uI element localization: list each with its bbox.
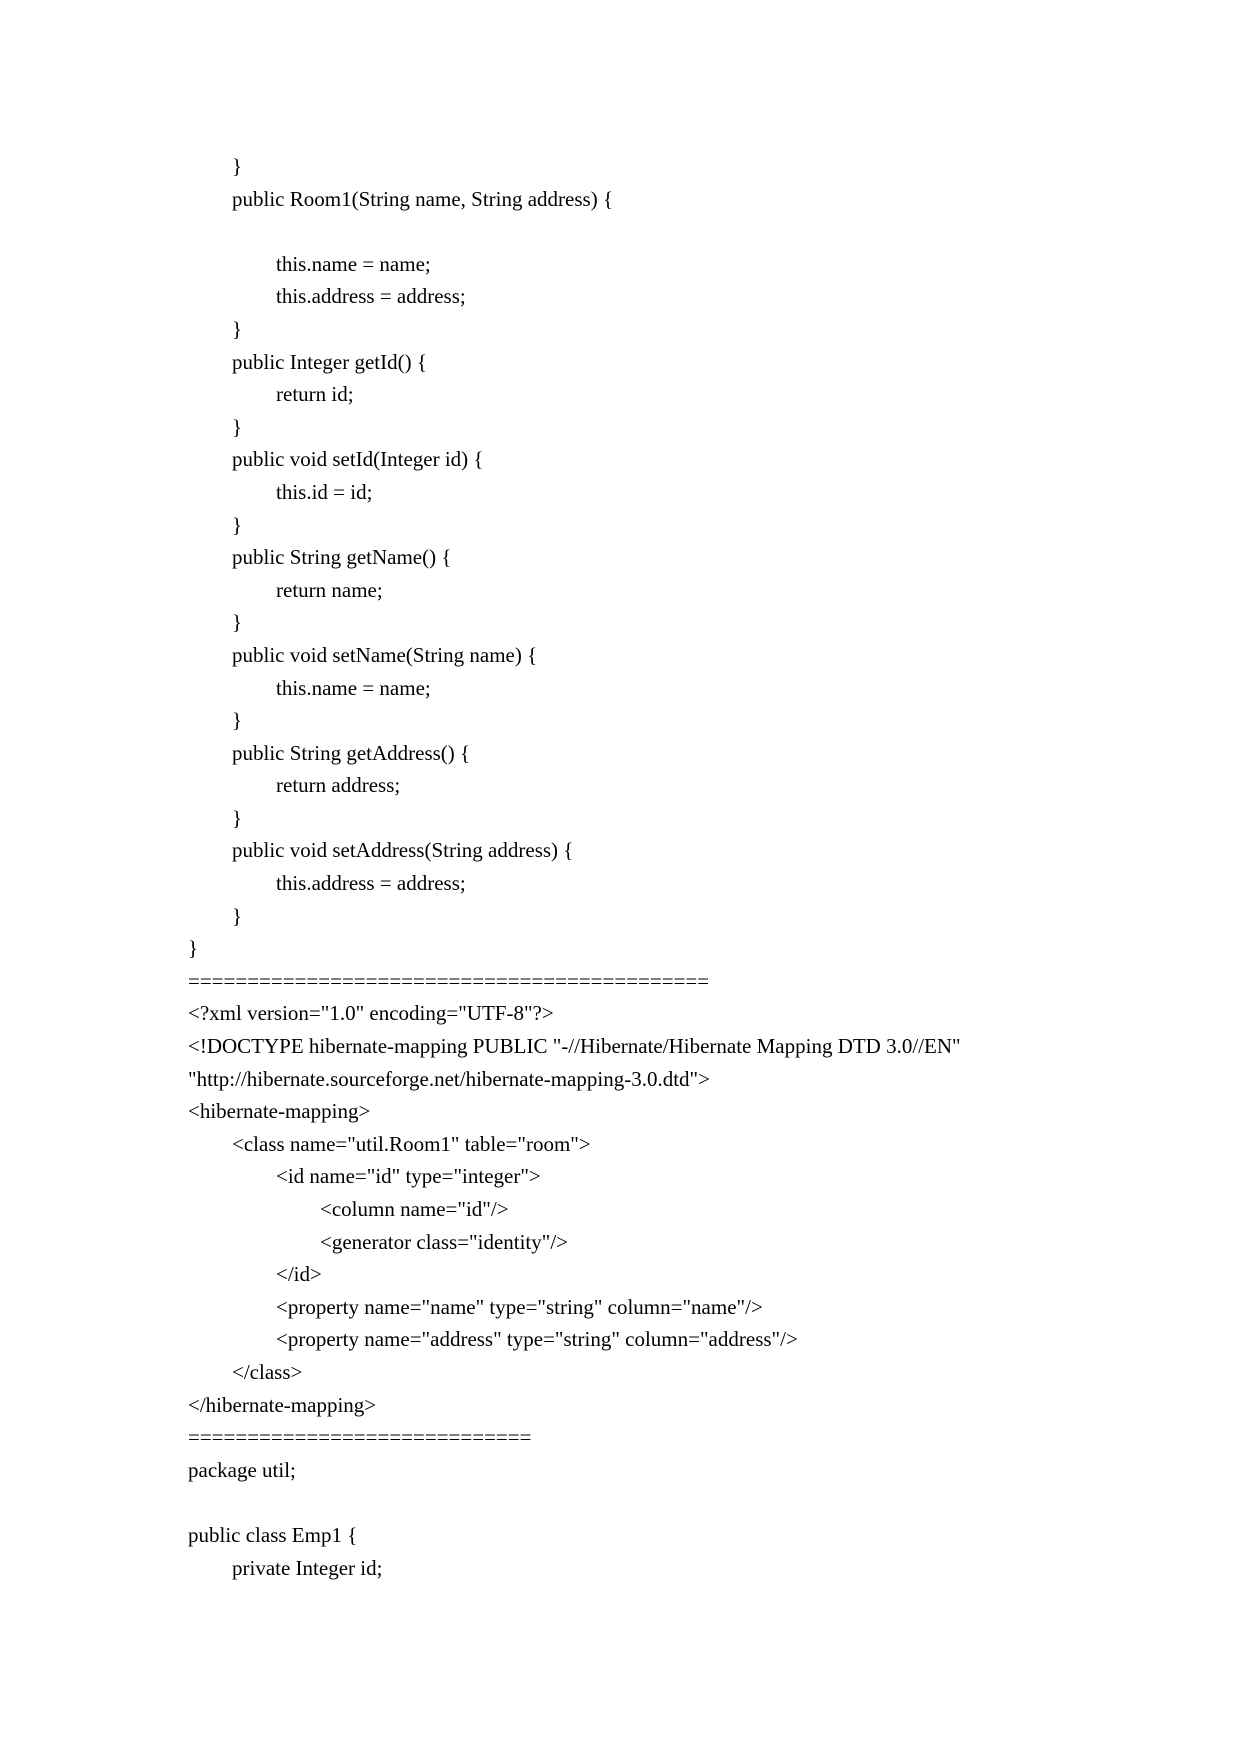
code-line: this.address = address; <box>276 284 466 309</box>
code-line: <class name="util.Room1" table="room"> <box>232 1131 591 1156</box>
code-line: } <box>232 903 243 928</box>
code-line: return name; <box>276 577 383 602</box>
code-line: ============================================ <box>188 968 710 993</box>
code-line: } <box>232 805 243 830</box>
code-line: public void setId(Integer id) { <box>232 447 484 472</box>
code-line: </class> <box>232 1359 303 1384</box>
code-line: "http://hibernate.sourceforge.net/hibernate-mapping-3.0.dtd"> <box>188 1066 710 1091</box>
code-line: <property name="name" type="string" column="name"/> <box>276 1294 763 1319</box>
code-line: public Integer getId() { <box>232 349 427 374</box>
code-line: return address; <box>276 773 401 798</box>
code-line: <hibernate-mapping> <box>188 1099 371 1124</box>
code-line: } <box>232 316 243 341</box>
code-line: } <box>232 154 243 178</box>
code-line: public class Emp1 { <box>188 1522 358 1547</box>
blank-line <box>188 215 1188 248</box>
code-listing <box>188 150 1188 1584</box>
code-line: } <box>232 610 243 635</box>
blank-line <box>188 1486 1188 1519</box>
code-line: this.id = id; <box>276 479 373 504</box>
code-line: <column name="id"/> <box>320 1197 509 1221</box>
code-line: package util; <box>188 1457 296 1482</box>
code-line: public String getAddress() { <box>232 740 471 765</box>
code-line: <property name="address" type="string" column="address"/> <box>276 1327 798 1352</box>
code-line: this.address = address; <box>276 871 466 896</box>
code-line: <?xml version="1.0" encoding="UTF-8"?> <box>188 1001 554 1026</box>
code-line: </id> <box>276 1262 322 1287</box>
code-line: <!DOCTYPE hibernate-mapping PUBLIC "-//Hibernate/Hibernate Mapping DTD 3.0//EN" <box>188 1034 961 1059</box>
code-line: this.name = name; <box>276 675 431 700</box>
code-line: return id; <box>276 382 354 407</box>
code-line: public void setAddress(String address) { <box>232 838 574 863</box>
code-line: } <box>232 414 243 439</box>
code-line: ============================= <box>188 1425 532 1450</box>
code-line: public String getName() { <box>232 545 452 570</box>
code-line: </hibernate-mapping> <box>188 1392 377 1417</box>
code-line: } <box>188 936 199 961</box>
code-line: <generator class="identity"/> <box>320 1229 569 1254</box>
code-line: this.name = name; <box>276 251 431 276</box>
code-line: <id name="id" type="integer"> <box>276 1164 541 1189</box>
code-line: } <box>232 708 243 733</box>
code-line: } <box>232 512 243 537</box>
code-line: public Room1(String name, String address) { <box>232 186 614 211</box>
code-line: public void setName(String name) { <box>232 642 538 667</box>
code-line: private Integer id; <box>232 1555 383 1580</box>
